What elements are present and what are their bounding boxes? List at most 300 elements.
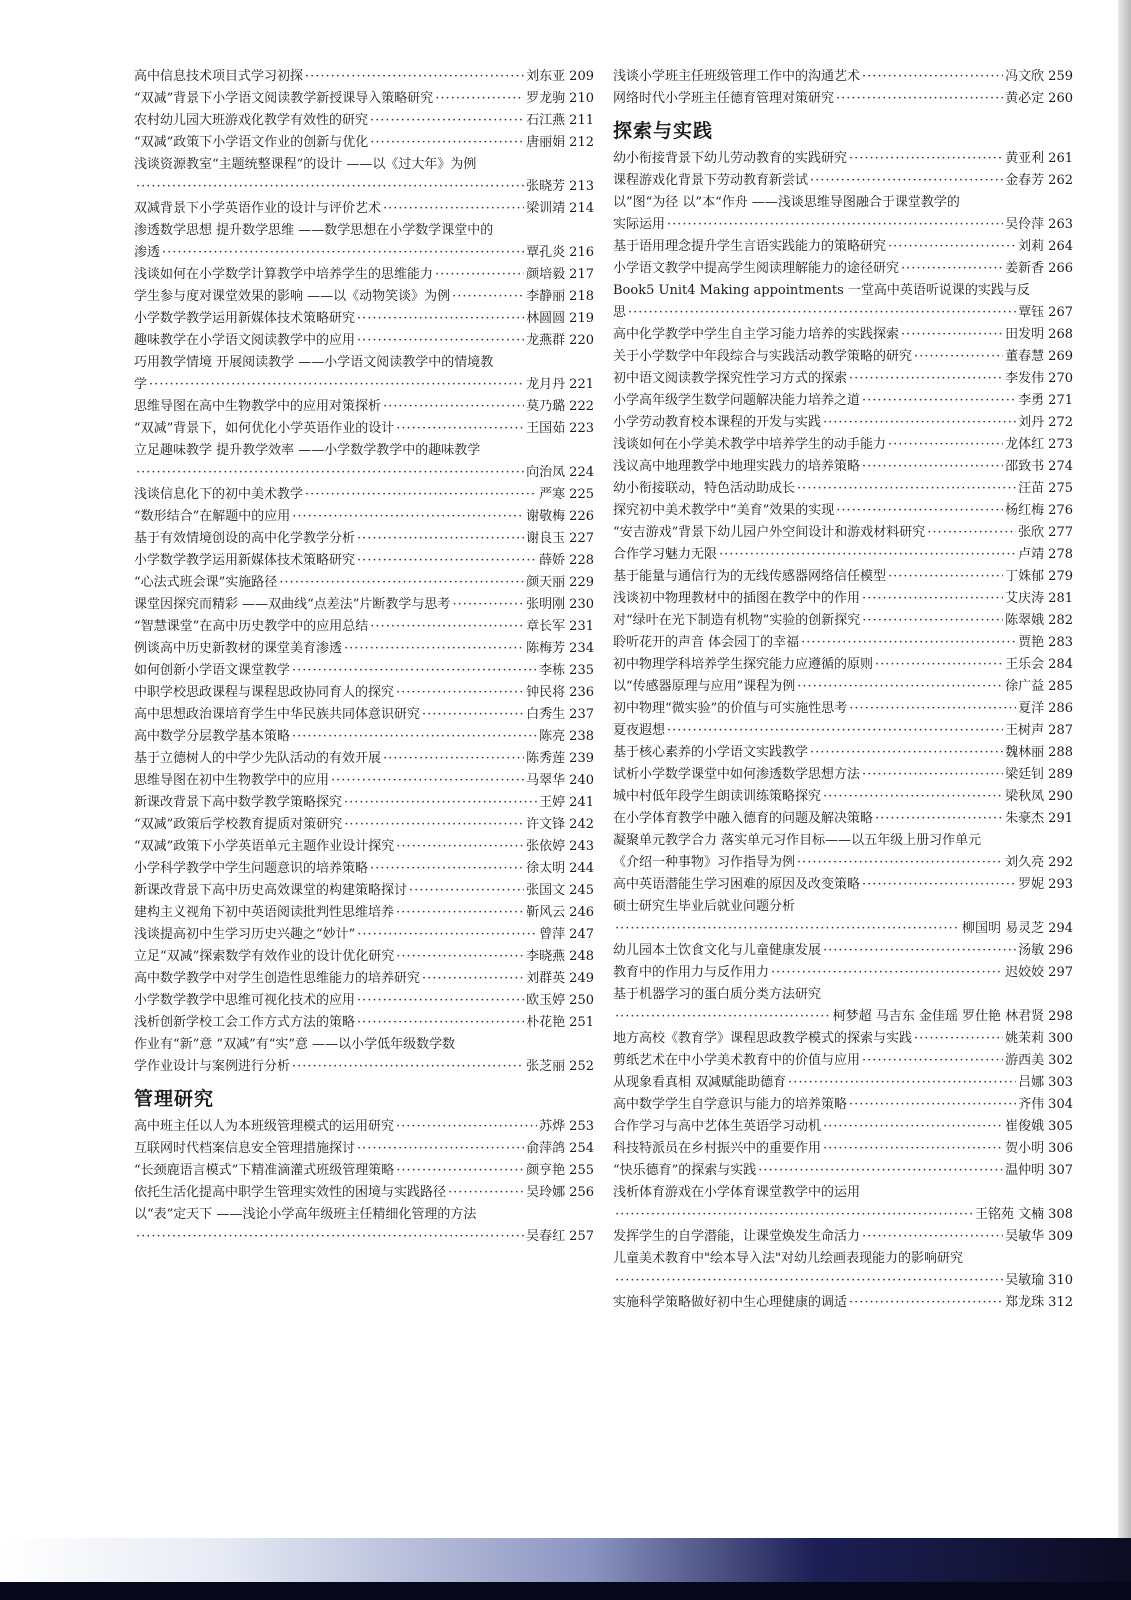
toc-entry — [613, 654, 1073, 676]
entry-title: 小学科学教学中学生问题意识的培养策略 — [134, 861, 369, 876]
leader-dots — [292, 726, 537, 748]
entry-author: 田发明 — [1005, 327, 1045, 342]
entry-title: 基于立德树人的中学少先队活动的有效开展 — [134, 751, 382, 766]
entry-title: Book5 Unit4 Making appointments 一堂高中英语听说课的实践与反 — [613, 283, 1030, 298]
entry-page: 224 — [569, 465, 594, 480]
entry-author: 刘群英 — [526, 971, 566, 986]
leader-dots — [136, 1226, 524, 1248]
toc-left-column — [134, 66, 594, 1248]
entry-page: 230 — [569, 597, 594, 612]
entry-author: 罗龙驹 — [526, 91, 566, 106]
entry-page: 282 — [1048, 613, 1073, 628]
leader-dots — [305, 484, 537, 506]
entry-author: 姜新香 — [1005, 261, 1045, 276]
leader-dots — [849, 148, 1003, 170]
leader-dots — [357, 308, 524, 330]
toc-entry — [134, 220, 594, 264]
entry-author: 王婷 — [539, 795, 566, 810]
entry-title: 地方高校《教育学》课程思政教学模式的探索与实践 — [613, 1031, 913, 1046]
entry-page: 277 — [1048, 525, 1073, 540]
entry-page: 269 — [1048, 349, 1073, 364]
entry-title-continued: 思 — [613, 305, 627, 320]
entry-page: 312 — [1048, 1295, 1073, 1310]
entry-title: “心法式班会课”实施路径 — [134, 575, 278, 590]
entry-page: 252 — [569, 1059, 594, 1074]
toc-entry — [134, 638, 594, 660]
leader-dots — [136, 176, 524, 198]
entry-title: 小学高年级学生数学问题解决能力培养之道 — [613, 393, 861, 408]
entry-title: 基于语用理念提升学生言语实践能力的策略研究 — [613, 239, 887, 254]
toc-entry — [613, 1226, 1073, 1248]
entry-author: 马翠华 — [526, 773, 566, 788]
entry-author: 柳国明 易灵芝 — [962, 921, 1045, 936]
entry-title: 教育中的作用力与反作用力 — [613, 965, 770, 980]
entry-title: 立足“双减”探索数学有效作业的设计优化研究 — [134, 949, 395, 964]
entry-title: 浅析体育游戏在小学体育课堂教学中的运用 — [613, 1185, 861, 1200]
entry-title: 儿童美术教育中"绘本导入法"对幼儿绘画表现能力的影响研究 — [613, 1251, 963, 1266]
entry-page: 304 — [1048, 1097, 1073, 1112]
entry-title: “双减”背景下小学语文阅读教学新授课导入策略研究 — [134, 91, 434, 106]
entry-title: 基于有效情境创设的高中化学教学分析 — [134, 531, 356, 546]
entry-author: 龙月丹 — [526, 377, 566, 392]
entry-author: 游西美 — [1005, 1053, 1045, 1068]
toc-entry — [613, 1138, 1073, 1160]
toc-entry — [613, 1292, 1073, 1314]
leader-dots — [914, 346, 1003, 368]
toc-entry — [134, 286, 594, 308]
toc-entry — [613, 698, 1073, 720]
entry-page: 257 — [569, 1229, 594, 1244]
entry-author: 谢敬梅 — [526, 509, 566, 524]
entry-author: 郑龙珠 — [1005, 1295, 1045, 1310]
leader-dots — [788, 1072, 1016, 1094]
toc-entry — [134, 1012, 594, 1034]
entry-author: 覃钰 — [1018, 305, 1045, 320]
entry-title: 发挥学生的自学潜能，让课堂焕发生命活力 — [613, 1229, 861, 1244]
entry-title: 如何创新小学语文课堂教学 — [134, 663, 291, 678]
leader-dots — [452, 286, 524, 308]
leader-dots — [615, 1006, 831, 1028]
toc-entry — [613, 390, 1073, 412]
entry-title: 作业有“新”意 “双减”有“实”意 ——以小学低年级数学数 — [134, 1037, 456, 1052]
toc-entry — [134, 924, 594, 946]
entry-page: 255 — [569, 1163, 594, 1178]
entry-page: 261 — [1048, 151, 1073, 166]
leader-dots — [862, 66, 1003, 88]
entry-author: 张明刚 — [526, 597, 566, 612]
entry-author: 梁廷钊 — [1005, 767, 1045, 782]
entry-author: 颜亨艳 — [526, 1163, 566, 1178]
entry-title: 例谈高中历史新教材的课堂美育渗透 — [134, 641, 343, 656]
toc-entry — [613, 148, 1073, 170]
entry-page: 254 — [569, 1141, 594, 1156]
leader-dots — [370, 858, 524, 880]
entry-author: 许文锋 — [526, 817, 566, 832]
entry-author: 刘东亚 — [526, 69, 566, 84]
entry-author: 薛娇 — [539, 553, 566, 568]
entry-page: 227 — [569, 531, 594, 546]
entry-page: 253 — [569, 1119, 594, 1134]
entry-title: “双减”政策下小学语文作业的创新与优化 — [134, 135, 369, 150]
leader-dots — [344, 792, 537, 814]
entry-page: 275 — [1048, 481, 1073, 496]
entry-author: 姚茉莉 — [1005, 1031, 1045, 1046]
entry-title: 趣味教学在小学语文阅读教学中的应用 — [134, 333, 356, 348]
entry-author: 张芝丽 — [526, 1059, 566, 1074]
toc-entry — [134, 594, 594, 616]
entry-page: 309 — [1048, 1229, 1073, 1244]
toc-entry — [134, 1160, 594, 1182]
leader-dots — [357, 1138, 524, 1160]
leader-dots — [862, 588, 1003, 610]
entry-author: 张国文 — [526, 883, 566, 898]
entry-page: 302 — [1048, 1053, 1073, 1068]
entry-author: 石江燕 — [526, 113, 566, 128]
leader-dots — [344, 814, 524, 836]
toc-entry — [613, 368, 1073, 390]
entry-page: 251 — [569, 1015, 594, 1030]
entry-author: 夏洋 — [1018, 701, 1045, 716]
leader-dots — [292, 1056, 524, 1078]
entry-page: 286 — [1048, 701, 1073, 716]
entry-author: 金春芳 — [1005, 173, 1045, 188]
entry-author: 严寒 — [539, 487, 566, 502]
entry-page: 220 — [569, 333, 594, 348]
toc-entry — [134, 836, 594, 858]
toc-entry — [613, 808, 1073, 830]
entry-page: 213 — [569, 179, 594, 194]
entry-page: 209 — [569, 69, 594, 84]
entry-title: 浅谈小学班主任班级管理工作中的沟通艺术 — [613, 69, 861, 84]
entry-page: 308 — [1048, 1207, 1073, 1222]
entry-title: 小学数学教学中思维可视化技术的应用 — [134, 993, 356, 1008]
scan-bottom-strip — [0, 1582, 1131, 1600]
entry-author: 龙燕群 — [526, 333, 566, 348]
toc-right-column — [613, 66, 1073, 1314]
leader-dots — [927, 522, 1016, 544]
leader-dots — [344, 638, 524, 660]
entry-title: 幼小衔接联动，特色活动助成长 — [613, 481, 796, 496]
entry-page: 270 — [1048, 371, 1073, 386]
entry-author: 齐伟 — [1018, 1097, 1045, 1112]
entry-page: 263 — [1048, 217, 1073, 232]
entry-title: 高中班主任以人为本班级管理模式的运用研究 — [134, 1119, 395, 1134]
toc-entry — [134, 990, 594, 1012]
leader-dots — [370, 132, 524, 154]
leader-dots — [396, 1116, 537, 1138]
toc-entry — [613, 1028, 1073, 1050]
leader-dots — [875, 808, 1003, 830]
entry-title: 浅谈信息化下的初中美术教学 — [134, 487, 304, 502]
entry-title: 高中信息技术项目式学习初探 — [134, 69, 304, 84]
entry-title: 思维导图在高中生物教学中的应用对策探析 — [134, 399, 382, 414]
leader-dots — [615, 918, 960, 940]
toc-entry — [613, 456, 1073, 478]
toc-entry — [613, 1050, 1073, 1072]
toc-entry — [134, 1204, 594, 1248]
entry-title: “智慧课堂”在高中历史教学中的应用总结 — [134, 619, 369, 634]
entry-title: 高中数学分层教学基本策略 — [134, 729, 291, 744]
entry-author: 颜培毅 — [526, 267, 566, 282]
toc-entry — [613, 1094, 1073, 1116]
entry-page: 267 — [1048, 305, 1073, 320]
toc-entry — [134, 330, 594, 352]
entry-title: 新课改背景下高中数学教学策略探究 — [134, 795, 343, 810]
entry-author: 刘莉 — [1018, 239, 1045, 254]
leader-dots — [810, 742, 1003, 764]
leader-dots — [628, 302, 1016, 324]
entry-author: 章长军 — [526, 619, 566, 634]
entry-page: 279 — [1048, 569, 1073, 584]
leader-dots — [836, 500, 1003, 522]
entry-page: 234 — [569, 641, 594, 656]
entry-author: 张欣 — [1018, 525, 1045, 540]
entry-author: 卢靖 — [1018, 547, 1045, 562]
entry-title: 试析小学数学课堂中如何渗透数学思想方法 — [613, 767, 861, 782]
entry-author: 张晓芳 — [526, 179, 566, 194]
entry-author: 杨红梅 — [1005, 503, 1045, 518]
leader-dots — [901, 258, 1003, 280]
entry-title: 小学数学教学运用新媒体技术策略研究 — [134, 553, 356, 568]
leader-dots — [383, 748, 524, 770]
toc-entry — [613, 1248, 1073, 1292]
entry-title: 浅谈资源教室“主题统整课程”的设计 ——以《过大年》为例 — [134, 157, 477, 172]
entry-page: 212 — [569, 135, 594, 150]
entry-title: 实施科学策略做好初中生心理健康的调适 — [613, 1295, 848, 1310]
entry-author: 陈亮 — [539, 729, 566, 744]
entry-page: 218 — [569, 289, 594, 304]
leader-dots — [849, 1292, 1003, 1314]
entry-title: 关于小学数学中年段综合与实践活动教学策略的研究 — [613, 349, 913, 364]
leader-dots — [279, 572, 524, 594]
leader-dots — [136, 462, 524, 484]
entry-title: 学生参与度对课堂效果的影响 ——以《动物笑谈》为例 — [134, 289, 451, 304]
toc-entry — [134, 946, 594, 968]
toc-entry — [613, 610, 1073, 632]
toc-entry — [134, 770, 594, 792]
toc-entry — [613, 280, 1073, 324]
leader-dots — [823, 412, 1016, 434]
entry-page: 310 — [1048, 1273, 1073, 1288]
toc-entry — [134, 726, 594, 748]
toc-entry — [134, 198, 594, 220]
entry-author: 李发伟 — [1005, 371, 1045, 386]
toc-entry — [613, 478, 1073, 500]
entry-page: 231 — [569, 619, 594, 634]
leader-dots — [849, 368, 1003, 390]
section-heading: 管理研究 — [134, 1088, 215, 1110]
entry-title-continued: 渗透 — [134, 245, 161, 260]
leader-dots — [422, 704, 524, 726]
entry-title: 合作学习与高中艺体生英语学习动机 — [613, 1119, 822, 1134]
entry-author: 吴玲娜 — [526, 1185, 566, 1200]
entry-author: 苏烨 — [539, 1119, 566, 1134]
entry-page: 249 — [569, 971, 594, 986]
entry-page: 291 — [1048, 811, 1073, 826]
entry-author: 莫乃璐 — [526, 399, 566, 414]
entry-title: “安吉游戏”背景下幼儿园户外空间设计和游戏材料研究 — [613, 525, 926, 540]
entry-page: 262 — [1048, 173, 1073, 188]
toc-entry — [134, 1182, 594, 1204]
leader-dots — [305, 66, 524, 88]
toc-entry — [613, 500, 1073, 522]
entry-title: 依托生活化提高中职学生管理实效性的困境与实践路径 — [134, 1185, 447, 1200]
entry-page: 216 — [569, 245, 594, 260]
entry-author: 陈梅芳 — [526, 641, 566, 656]
entry-author: 迟姣姣 — [1005, 965, 1045, 980]
toc-entry — [613, 236, 1073, 258]
entry-author: 吕娜 — [1018, 1075, 1045, 1090]
leader-dots — [357, 990, 524, 1012]
leader-dots — [370, 616, 524, 638]
entry-author: 朴花艳 — [526, 1015, 566, 1030]
toc-entry — [134, 550, 594, 572]
entry-title: 立足趣味教学 提升教学效率 ——小学数学教学中的趣味教学 — [134, 443, 481, 458]
entry-title: 幼小衔接背景下幼儿劳动教育的实践研究 — [613, 151, 848, 166]
toc-entry — [613, 434, 1073, 456]
entry-author: 吴春红 — [526, 1229, 566, 1244]
leader-dots — [862, 390, 1016, 412]
toc-entry — [134, 440, 594, 484]
entry-title: “快乐德育”的探索与实践 — [613, 1163, 757, 1178]
toc-entry — [134, 968, 594, 990]
entry-author: 黄亚利 — [1005, 151, 1045, 166]
entry-title-continued: 《介绍一种事物》习作指导为例 — [613, 855, 796, 870]
entry-page: 290 — [1048, 789, 1073, 804]
entry-title: 浅谈如何在小学数学计算教学中培养学生的思维能力 — [134, 267, 434, 282]
entry-page: 235 — [569, 663, 594, 678]
toc-entry — [613, 1072, 1073, 1094]
entry-page: 274 — [1048, 459, 1073, 474]
section-heading: 探索与实践 — [613, 120, 714, 142]
entry-page: 288 — [1048, 745, 1073, 760]
entry-title: 巧用教学情境 开展阅读教学 ——小学语文阅读教学中的情境教 — [134, 355, 494, 370]
leader-dots — [409, 880, 524, 902]
entry-title: 双减背景下小学英语作业的设计与评价艺术 — [134, 201, 382, 216]
entry-title: 夏夜遐想 — [613, 723, 666, 738]
entry-title: 建构主义视角下初中英语阅读批判性思维培养 — [134, 905, 395, 920]
entry-author: 王乐会 — [1005, 657, 1045, 672]
entry-page: 276 — [1048, 503, 1073, 518]
entry-page: 219 — [569, 311, 594, 326]
entry-page: 298 — [1048, 1009, 1073, 1024]
toc-entry — [613, 720, 1073, 742]
leader-dots — [888, 566, 1003, 588]
leader-dots — [888, 236, 1016, 258]
leader-dots — [357, 1012, 524, 1034]
toc-entry — [134, 418, 594, 440]
entry-title: 从现象看真相 双减赋能助德育 — [613, 1075, 787, 1090]
entry-page: 243 — [569, 839, 594, 854]
leader-dots — [667, 720, 1003, 742]
entry-page: 225 — [569, 487, 594, 502]
entry-author: 贾艳 — [1018, 635, 1045, 650]
entry-author: 王树声 — [1005, 723, 1045, 738]
leader-dots — [396, 418, 524, 440]
entry-page: 307 — [1048, 1163, 1073, 1178]
leader-dots — [862, 874, 1016, 896]
toc-entry — [613, 566, 1073, 588]
toc-entry — [613, 88, 1073, 110]
toc-entry — [613, 170, 1073, 192]
entry-title: 剪纸艺术在中小学美术教育中的价值与应用 — [613, 1053, 861, 1068]
leader-dots — [797, 478, 1016, 500]
leader-dots — [849, 698, 1016, 720]
entry-page: 259 — [1048, 69, 1073, 84]
leader-dots — [849, 1094, 1016, 1116]
leader-dots — [331, 770, 524, 792]
entry-author: 向治凤 — [526, 465, 566, 480]
toc-entry — [134, 132, 594, 154]
entry-title: 高中思想政治课培育学生中华民族共同体意识研究 — [134, 707, 421, 722]
leader-dots — [396, 1160, 524, 1182]
leader-dots — [435, 264, 524, 286]
entry-title: 渗透数学思想 提升数学思维 ——数学思想在小学数学课堂中的 — [134, 223, 494, 238]
entry-title-continued: 学作业设计与案例进行分析 — [134, 1059, 291, 1074]
toc-entry — [613, 1116, 1073, 1138]
toc-entry — [134, 264, 594, 286]
entry-author: 陈秀莲 — [526, 751, 566, 766]
toc-entry — [134, 506, 594, 528]
entry-page: 300 — [1048, 1031, 1073, 1046]
entry-author: 白秀生 — [526, 707, 566, 722]
toc-entry — [134, 66, 594, 88]
entry-title: 基于机器学习的蛋白质分类方法研究 — [613, 987, 822, 1002]
entry-title-continued: 学 — [134, 377, 148, 392]
toc-entry — [134, 792, 594, 814]
entry-page: 211 — [569, 113, 594, 128]
entry-author: 王铭苑 文楠 — [975, 1207, 1045, 1222]
entry-author: 覃孔炎 — [526, 245, 566, 260]
entry-page: 250 — [569, 993, 594, 1008]
leader-dots — [797, 676, 1003, 698]
leader-dots — [823, 1138, 1003, 1160]
entry-author: 张依婷 — [526, 839, 566, 854]
entry-page: 244 — [569, 861, 594, 876]
toc-entry — [613, 544, 1073, 566]
toc-entry — [613, 346, 1073, 368]
entry-author: 欧玉婷 — [526, 993, 566, 1008]
toc-entry — [613, 962, 1073, 984]
toc-entry — [613, 676, 1073, 698]
toc-entry — [134, 880, 594, 902]
entry-title: 小学语文教学中提高学生阅读理解能力的途径研究 — [613, 261, 900, 276]
toc-entry — [134, 1034, 594, 1078]
entry-author: 曾萍 — [539, 927, 566, 942]
entry-title: 浅谈提高初中生学习历史兴趣之“妙计” — [134, 927, 356, 942]
entry-title: 基于能量与通信行为的无线传感器网络信任模型 — [613, 569, 887, 584]
entry-title: 课程游戏化背景下劳动教育新尝试 — [613, 173, 809, 188]
toc-entry — [134, 1138, 594, 1160]
entry-page: 287 — [1048, 723, 1073, 738]
leader-dots — [615, 1270, 1003, 1292]
entry-title: “数形结合”在解题中的应用 — [134, 509, 291, 524]
leader-dots — [357, 330, 524, 352]
entry-page: 303 — [1048, 1075, 1073, 1090]
entry-author: 陈翠娥 — [1005, 613, 1045, 628]
entry-author: 丁姝郁 — [1005, 569, 1045, 584]
leader-dots — [823, 1116, 1003, 1138]
entry-author: 吴敏华 — [1005, 1229, 1045, 1244]
entry-page: 285 — [1048, 679, 1073, 694]
entry-title: 高中英语潜能生学习困难的原因及改变策略 — [613, 877, 861, 892]
entry-page: 297 — [1048, 965, 1073, 980]
entry-author: 颜天丽 — [526, 575, 566, 590]
leader-dots — [901, 324, 1003, 346]
toc-entry — [134, 748, 594, 770]
leader-dots — [357, 924, 537, 946]
scan-edge-shadow — [1118, 0, 1131, 1600]
